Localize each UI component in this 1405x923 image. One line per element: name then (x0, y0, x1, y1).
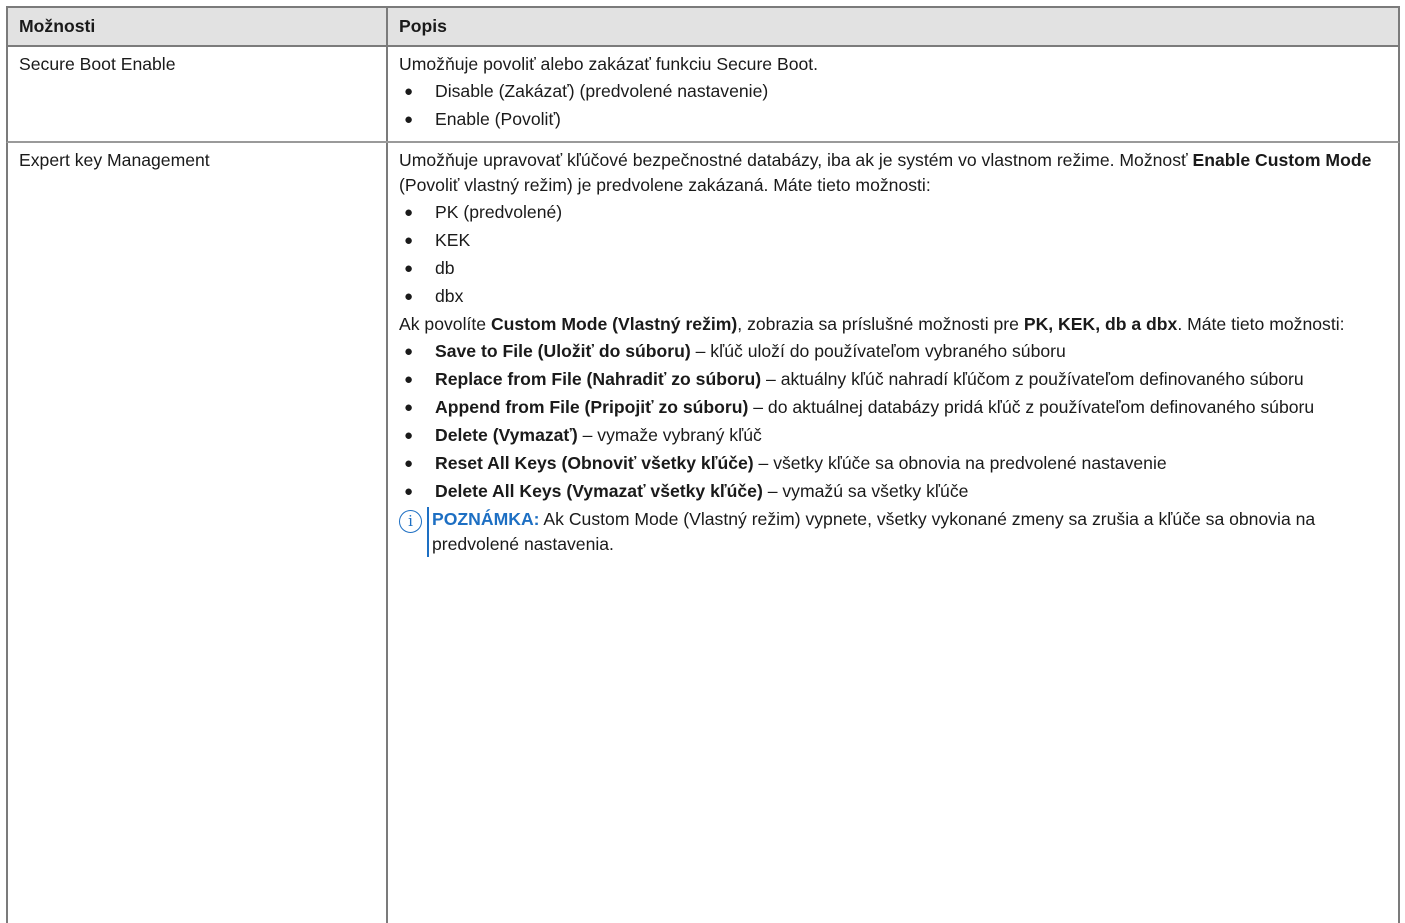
action-list (399, 339, 1382, 504)
list-item-text: Disable (Zakázať) (predvolené nastavenie) (435, 81, 769, 101)
intro-text: (Povoliť vlastný režim) je predvolene zakázaná. Máte tieto možnosti: (399, 175, 931, 195)
options-table (6, 6, 1400, 923)
action-text: – vymaže vybraný kľúč (577, 425, 762, 445)
description-intro: Umožňuje povoliť alebo zakázať funkciu Secure Boot. (399, 54, 819, 74)
bullet-icon: ● (404, 399, 414, 416)
header-options: Možnosti (8, 8, 388, 45)
option-description (388, 143, 1398, 923)
list-item (399, 107, 1382, 132)
list-item (399, 284, 1382, 309)
table-row (6, 47, 1400, 143)
action-name: Append from File (Pripojiť zo súboru) (435, 397, 749, 417)
custom-mode-intro (399, 312, 1382, 337)
key-list (399, 200, 1382, 309)
bullet-icon: ● (404, 260, 414, 277)
list-item (399, 451, 1382, 476)
action-text: – do aktuálnej databázy pridá kľúč z používateľom definovaného súboru (748, 397, 1315, 417)
list-item-text: KEK (435, 230, 471, 250)
custom-text: , zobrazia sa príslušné možnosti pre (737, 314, 1024, 334)
custom-text: . Máte tieto možnosti: (1177, 314, 1345, 334)
option-list (399, 79, 1382, 132)
custom-bold: PK, KEK, db a dbx (1023, 314, 1178, 334)
bullet-icon: ● (404, 232, 414, 249)
action-text: – vymažú sa všetky kľúče (762, 481, 969, 501)
intro-text: Umožňuje upravovať kľúčové bezpečnostné databázy, iba ak je systém vo vlastnom režime. Možnosť (399, 150, 1193, 170)
option-name: Secure Boot Enable (8, 47, 388, 141)
info-icon: i (399, 510, 422, 533)
list-item (399, 423, 1382, 448)
list-item (399, 79, 1382, 104)
list-item-text: Enable (Povoliť) (435, 109, 561, 129)
action-text: – aktuálny kľúč nahradí kľúčom z používateľom definovaného súboru (761, 369, 1304, 389)
description-intro (399, 148, 1382, 198)
bullet-icon: ● (404, 111, 414, 128)
option-name: Expert key Management (8, 143, 388, 923)
bullet-icon: ● (404, 371, 414, 388)
list-item (399, 395, 1382, 420)
note-label: POZNÁMKA: (432, 509, 540, 529)
bullet-icon: ● (404, 288, 414, 305)
list-item-text: PK (predvolené) (435, 202, 563, 222)
list-item (399, 256, 1382, 281)
table-header-row (6, 6, 1400, 47)
action-name: Save to File (Uložiť do súboru) (435, 341, 691, 361)
bullet-icon: ● (404, 455, 414, 472)
action-text: – kľúč uloží do používateľom vybraného súboru (690, 341, 1066, 361)
action-text: – všetky kľúče sa obnovia na predvolené nastavenie (753, 453, 1167, 473)
action-name: Replace from File (Nahradiť zo súboru) (435, 369, 762, 389)
list-item (399, 339, 1382, 364)
table-row (6, 143, 1400, 923)
action-name: Delete (Vymazať) (435, 425, 578, 445)
header-description: Popis (399, 16, 447, 36)
note-text: Ak Custom Mode (Vlastný režim) vypnete, všetky vykonané zmeny sa zrušia a kľúče sa obnovia na predvolené nastavenia. (432, 509, 1316, 554)
action-name: Reset All Keys (Obnoviť všetky kľúče) (435, 453, 754, 473)
list-item (399, 228, 1382, 253)
bullet-icon: ● (404, 343, 414, 360)
bullet-icon: ● (404, 483, 414, 500)
bullet-icon: ● (404, 83, 414, 100)
option-description (388, 47, 1398, 141)
intro-bold: Enable Custom Mode (1192, 150, 1372, 170)
note-callout (399, 507, 1382, 557)
bullet-icon: ● (404, 204, 414, 221)
list-item-text: db (435, 258, 455, 278)
custom-text: Ak povolíte (399, 314, 491, 334)
list-item-text: dbx (435, 286, 464, 306)
list-item (399, 479, 1382, 504)
list-item (399, 200, 1382, 225)
list-item (399, 367, 1382, 392)
note-body (427, 507, 1382, 557)
custom-bold: Custom Mode (Vlastný režim) (490, 314, 738, 334)
bullet-icon: ● (404, 427, 414, 444)
action-name: Delete All Keys (Vymazať všetky kľúče) (435, 481, 763, 501)
